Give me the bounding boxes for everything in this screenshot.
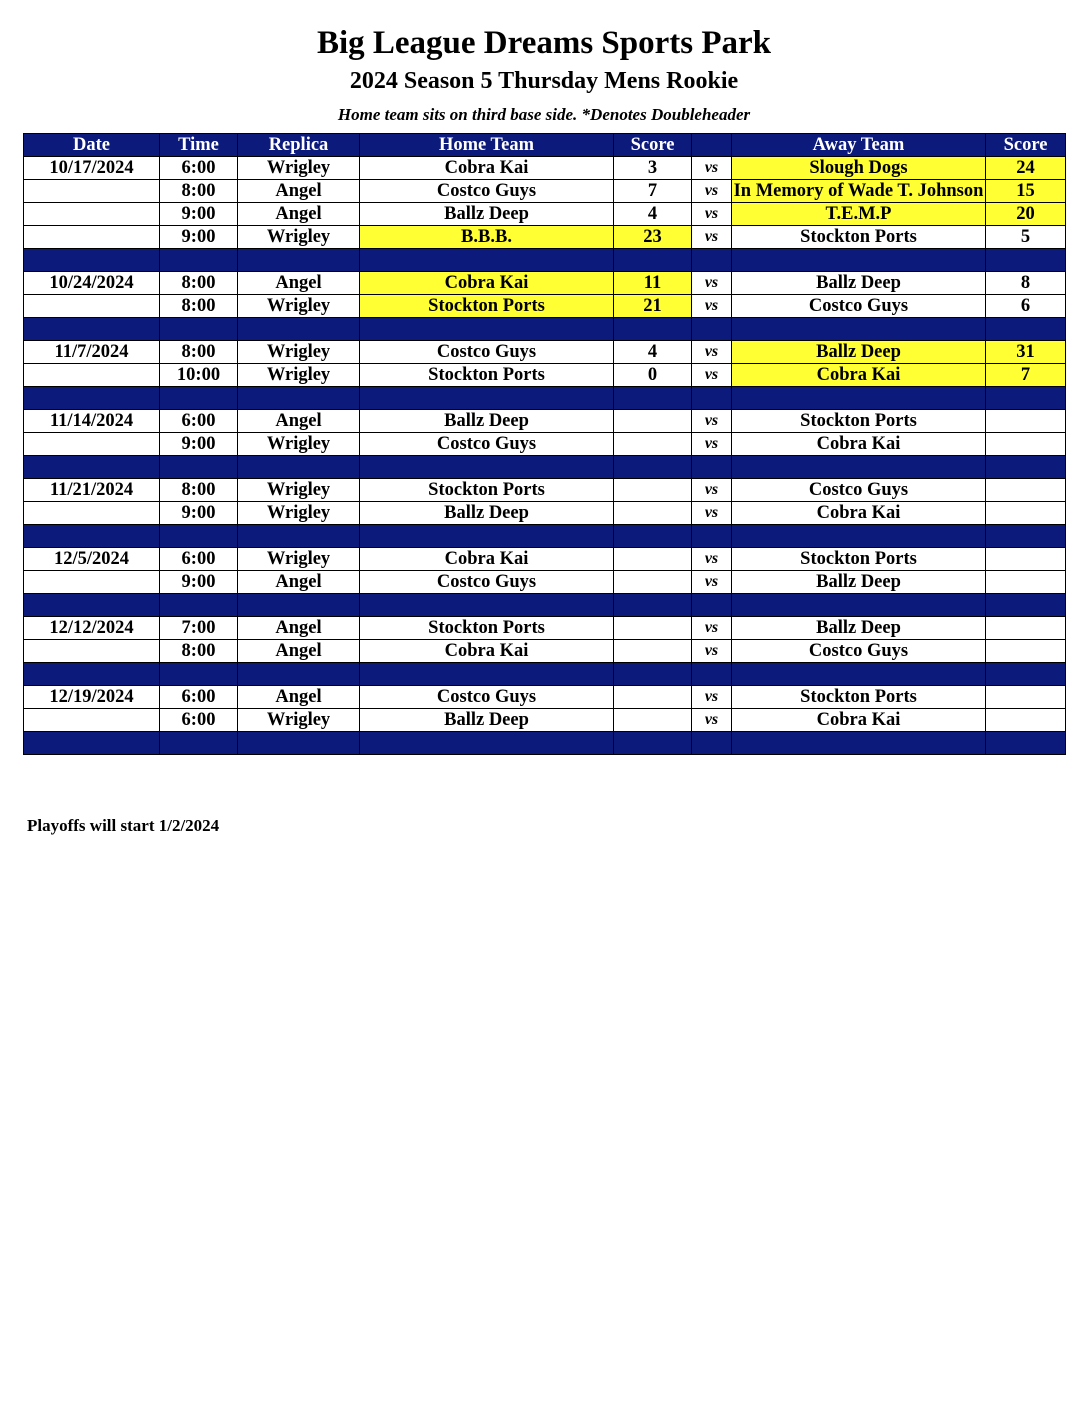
away-team-cell: Ballz Deep [732, 571, 986, 594]
vs-cell: vs [692, 502, 732, 525]
page-subtitle: 2024 Season 5 Thursday Mens Rookie [349, 68, 739, 94]
separator-cell [238, 249, 360, 272]
home-team-cell: Cobra Kai [360, 272, 614, 295]
time-cell: 6:00 [160, 709, 238, 732]
vs-cell: vs [692, 686, 732, 709]
vs-cell: vs [692, 272, 732, 295]
away-team-cell: In Memory of Wade T. Johnson [732, 180, 986, 203]
vs-cell: vs [692, 479, 732, 502]
table-row [24, 617, 1066, 640]
table-row [24, 203, 1066, 226]
replica-cell: Wrigley [238, 364, 360, 387]
date-cell: 12/19/2024 [24, 686, 160, 709]
away-score-cell [986, 686, 1066, 709]
time-cell: 6:00 [160, 410, 238, 433]
separator-cell [692, 456, 732, 479]
col-header-home-score: Score [614, 134, 692, 157]
separator-cell [986, 387, 1066, 410]
separator-cell [238, 594, 360, 617]
date-cell [24, 180, 160, 203]
vs-cell: vs [692, 433, 732, 456]
replica-cell: Angel [238, 571, 360, 594]
home-score-cell [614, 502, 692, 525]
separator-cell [160, 594, 238, 617]
home-score-cell: 0 [614, 364, 692, 387]
separator-cell [732, 318, 986, 341]
away-team-cell: Cobra Kai [732, 502, 986, 525]
table-row [24, 479, 1066, 502]
separator-cell [692, 732, 732, 755]
away-team-cell: Ballz Deep [732, 272, 986, 295]
replica-cell: Angel [238, 686, 360, 709]
separator-cell [360, 525, 614, 548]
replica-cell: Angel [238, 272, 360, 295]
schedule-table [23, 133, 1066, 755]
time-cell: 7:00 [160, 617, 238, 640]
separator-cell [614, 594, 692, 617]
away-team-cell: Stockton Ports [732, 548, 986, 571]
away-score-cell [986, 502, 1066, 525]
table-header-row [24, 134, 1066, 157]
separator-cell [732, 732, 986, 755]
schedule-note: Home team sits on third base side. *Denotes Doubleheader [337, 105, 751, 124]
separator-cell [24, 318, 160, 341]
separator-cell [360, 663, 614, 686]
replica-cell: Wrigley [238, 295, 360, 318]
home-team-cell: Ballz Deep [360, 203, 614, 226]
away-team-cell: Cobra Kai [732, 364, 986, 387]
separator-cell [24, 732, 160, 755]
col-header-home-team: Home Team [360, 134, 614, 157]
away-team-cell: Costco Guys [732, 479, 986, 502]
separator-cell [238, 663, 360, 686]
table-row [24, 180, 1066, 203]
separator-row [24, 525, 1066, 548]
separator-cell [238, 318, 360, 341]
separator-cell [238, 525, 360, 548]
home-team-cell: Stockton Ports [360, 295, 614, 318]
home-score-cell [614, 479, 692, 502]
separator-cell [732, 663, 986, 686]
separator-cell [360, 387, 614, 410]
separator-cell [692, 663, 732, 686]
separator-cell [614, 525, 692, 548]
table-row [24, 410, 1066, 433]
home-team-cell: Stockton Ports [360, 364, 614, 387]
away-score-cell: 5 [986, 226, 1066, 249]
date-cell [24, 709, 160, 732]
separator-cell [24, 456, 160, 479]
date-cell [24, 364, 160, 387]
time-cell: 8:00 [160, 295, 238, 318]
home-team-cell: Costco Guys [360, 686, 614, 709]
separator-cell [692, 594, 732, 617]
separator-cell [614, 249, 692, 272]
table-row [24, 157, 1066, 180]
replica-cell: Angel [238, 180, 360, 203]
separator-cell [692, 525, 732, 548]
away-score-cell [986, 617, 1066, 640]
away-score-cell: 8 [986, 272, 1066, 295]
separator-cell [732, 525, 986, 548]
home-team-cell: Stockton Ports [360, 617, 614, 640]
separator-cell [160, 456, 238, 479]
vs-cell: vs [692, 410, 732, 433]
home-score-cell: 4 [614, 203, 692, 226]
separator-cell [360, 249, 614, 272]
home-score-cell [614, 410, 692, 433]
separator-cell [986, 594, 1066, 617]
table-row [24, 226, 1066, 249]
col-header-date: Date [24, 134, 160, 157]
home-score-cell: 7 [614, 180, 692, 203]
time-cell: 6:00 [160, 548, 238, 571]
separator-cell [614, 318, 692, 341]
separator-cell [24, 387, 160, 410]
home-score-cell: 11 [614, 272, 692, 295]
separator-cell [238, 387, 360, 410]
away-team-cell: Costco Guys [732, 640, 986, 663]
replica-cell: Angel [238, 617, 360, 640]
away-score-cell: 20 [986, 203, 1066, 226]
separator-row [24, 318, 1066, 341]
col-header-replica: Replica [238, 134, 360, 157]
date-cell: 11/21/2024 [24, 479, 160, 502]
separator-cell [160, 732, 238, 755]
table-row [24, 364, 1066, 387]
col-header-vs [692, 134, 732, 157]
page-title: Big League Dreams Sports Park [316, 25, 772, 61]
separator-cell [732, 249, 986, 272]
replica-cell: Wrigley [238, 479, 360, 502]
separator-cell [614, 456, 692, 479]
replica-cell: Angel [238, 203, 360, 226]
replica-cell: Wrigley [238, 548, 360, 571]
home-score-cell [614, 433, 692, 456]
separator-row [24, 387, 1066, 410]
home-team-cell: Cobra Kai [360, 548, 614, 571]
away-team-cell: Slough Dogs [732, 157, 986, 180]
schedule-body [24, 157, 1066, 755]
time-cell: 9:00 [160, 226, 238, 249]
time-cell: 10:00 [160, 364, 238, 387]
home-team-cell: Costco Guys [360, 433, 614, 456]
table-row [24, 272, 1066, 295]
home-team-cell: B.B.B. [360, 226, 614, 249]
time-cell: 8:00 [160, 640, 238, 663]
away-team-cell: Ballz Deep [732, 617, 986, 640]
separator-cell [614, 732, 692, 755]
home-score-cell: 3 [614, 157, 692, 180]
home-team-cell: Ballz Deep [360, 502, 614, 525]
away-team-cell: Cobra Kai [732, 433, 986, 456]
date-cell: 11/7/2024 [24, 341, 160, 364]
home-score-cell [614, 640, 692, 663]
vs-cell: vs [692, 341, 732, 364]
home-score-cell [614, 686, 692, 709]
date-cell: 10/17/2024 [24, 157, 160, 180]
time-cell: 8:00 [160, 341, 238, 364]
time-cell: 8:00 [160, 479, 238, 502]
separator-cell [692, 387, 732, 410]
separator-cell [360, 732, 614, 755]
table-row [24, 571, 1066, 594]
away-team-cell: Cobra Kai [732, 709, 986, 732]
table-row [24, 640, 1066, 663]
separator-row [24, 732, 1066, 755]
away-score-cell [986, 640, 1066, 663]
away-score-cell [986, 410, 1066, 433]
date-cell: 12/12/2024 [24, 617, 160, 640]
vs-cell: vs [692, 203, 732, 226]
separator-cell [986, 525, 1066, 548]
home-score-cell [614, 617, 692, 640]
time-cell: 9:00 [160, 203, 238, 226]
separator-row [24, 594, 1066, 617]
vs-cell: vs [692, 640, 732, 663]
vs-cell: vs [692, 709, 732, 732]
away-score-cell: 15 [986, 180, 1066, 203]
home-score-cell: 4 [614, 341, 692, 364]
home-team-cell: Cobra Kai [360, 157, 614, 180]
separator-row [24, 663, 1066, 686]
home-team-cell: Cobra Kai [360, 640, 614, 663]
separator-cell [986, 732, 1066, 755]
col-header-time: Time [160, 134, 238, 157]
date-cell [24, 640, 160, 663]
date-cell [24, 502, 160, 525]
separator-cell [160, 387, 238, 410]
vs-cell: vs [692, 180, 732, 203]
away-team-cell: Stockton Ports [732, 686, 986, 709]
time-cell: 6:00 [160, 686, 238, 709]
time-cell: 9:00 [160, 502, 238, 525]
date-cell: 10/24/2024 [24, 272, 160, 295]
vs-cell: vs [692, 364, 732, 387]
separator-cell [732, 456, 986, 479]
separator-row [24, 249, 1066, 272]
time-cell: 9:00 [160, 571, 238, 594]
time-cell: 8:00 [160, 180, 238, 203]
replica-cell: Wrigley [238, 157, 360, 180]
home-score-cell [614, 709, 692, 732]
away-score-cell [986, 709, 1066, 732]
replica-cell: Wrigley [238, 226, 360, 249]
away-team-cell: Ballz Deep [732, 341, 986, 364]
table-row [24, 709, 1066, 732]
time-cell: 9:00 [160, 433, 238, 456]
date-cell [24, 433, 160, 456]
away-score-cell [986, 571, 1066, 594]
vs-cell: vs [692, 157, 732, 180]
table-row [24, 502, 1066, 525]
table-row [24, 686, 1066, 709]
home-team-cell: Stockton Ports [360, 479, 614, 502]
vs-cell: vs [692, 617, 732, 640]
home-score-cell: 23 [614, 226, 692, 249]
replica-cell: Wrigley [238, 433, 360, 456]
separator-cell [24, 525, 160, 548]
home-team-cell: Ballz Deep [360, 709, 614, 732]
home-team-cell: Costco Guys [360, 571, 614, 594]
away-score-cell [986, 433, 1066, 456]
separator-cell [614, 663, 692, 686]
col-header-away-team: Away Team [732, 134, 986, 157]
away-team-cell: T.E.M.P [732, 203, 986, 226]
time-cell: 6:00 [160, 157, 238, 180]
col-header-away-score: Score [986, 134, 1066, 157]
separator-cell [24, 663, 160, 686]
away-score-cell: 24 [986, 157, 1066, 180]
table-row [24, 341, 1066, 364]
away-team-cell: Costco Guys [732, 295, 986, 318]
separator-cell [360, 594, 614, 617]
separator-cell [160, 318, 238, 341]
away-score-cell [986, 479, 1066, 502]
playoffs-note: Playoffs will start 1/2/2024 [27, 816, 220, 835]
replica-cell: Wrigley [238, 341, 360, 364]
replica-cell: Angel [238, 640, 360, 663]
home-team-cell: Costco Guys [360, 180, 614, 203]
time-cell: 8:00 [160, 272, 238, 295]
separator-cell [732, 594, 986, 617]
date-cell [24, 295, 160, 318]
replica-cell: Wrigley [238, 709, 360, 732]
away-score-cell: 6 [986, 295, 1066, 318]
vs-cell: vs [692, 548, 732, 571]
table-row [24, 433, 1066, 456]
separator-cell [238, 456, 360, 479]
away-team-cell: Stockton Ports [732, 410, 986, 433]
date-cell: 12/5/2024 [24, 548, 160, 571]
separator-row [24, 456, 1066, 479]
separator-cell [732, 387, 986, 410]
home-team-cell: Costco Guys [360, 341, 614, 364]
separator-cell [614, 387, 692, 410]
away-score-cell: 7 [986, 364, 1066, 387]
separator-cell [160, 663, 238, 686]
table-row [24, 295, 1066, 318]
home-score-cell: 21 [614, 295, 692, 318]
separator-cell [360, 456, 614, 479]
table-row [24, 548, 1066, 571]
separator-cell [238, 732, 360, 755]
home-score-cell [614, 571, 692, 594]
date-cell [24, 226, 160, 249]
date-cell: 11/14/2024 [24, 410, 160, 433]
separator-cell [360, 318, 614, 341]
separator-cell [692, 249, 732, 272]
date-cell [24, 571, 160, 594]
separator-cell [160, 249, 238, 272]
separator-cell [160, 525, 238, 548]
separator-cell [986, 456, 1066, 479]
separator-cell [986, 249, 1066, 272]
replica-cell: Wrigley [238, 502, 360, 525]
away-team-cell: Stockton Ports [732, 226, 986, 249]
separator-cell [986, 318, 1066, 341]
separator-cell [24, 594, 160, 617]
vs-cell: vs [692, 295, 732, 318]
separator-cell [986, 663, 1066, 686]
vs-cell: vs [692, 571, 732, 594]
away-score-cell [986, 548, 1066, 571]
separator-cell [24, 249, 160, 272]
separator-cell [692, 318, 732, 341]
home-score-cell [614, 548, 692, 571]
vs-cell: vs [692, 226, 732, 249]
away-score-cell: 31 [986, 341, 1066, 364]
replica-cell: Angel [238, 410, 360, 433]
home-team-cell: Ballz Deep [360, 410, 614, 433]
date-cell [24, 203, 160, 226]
